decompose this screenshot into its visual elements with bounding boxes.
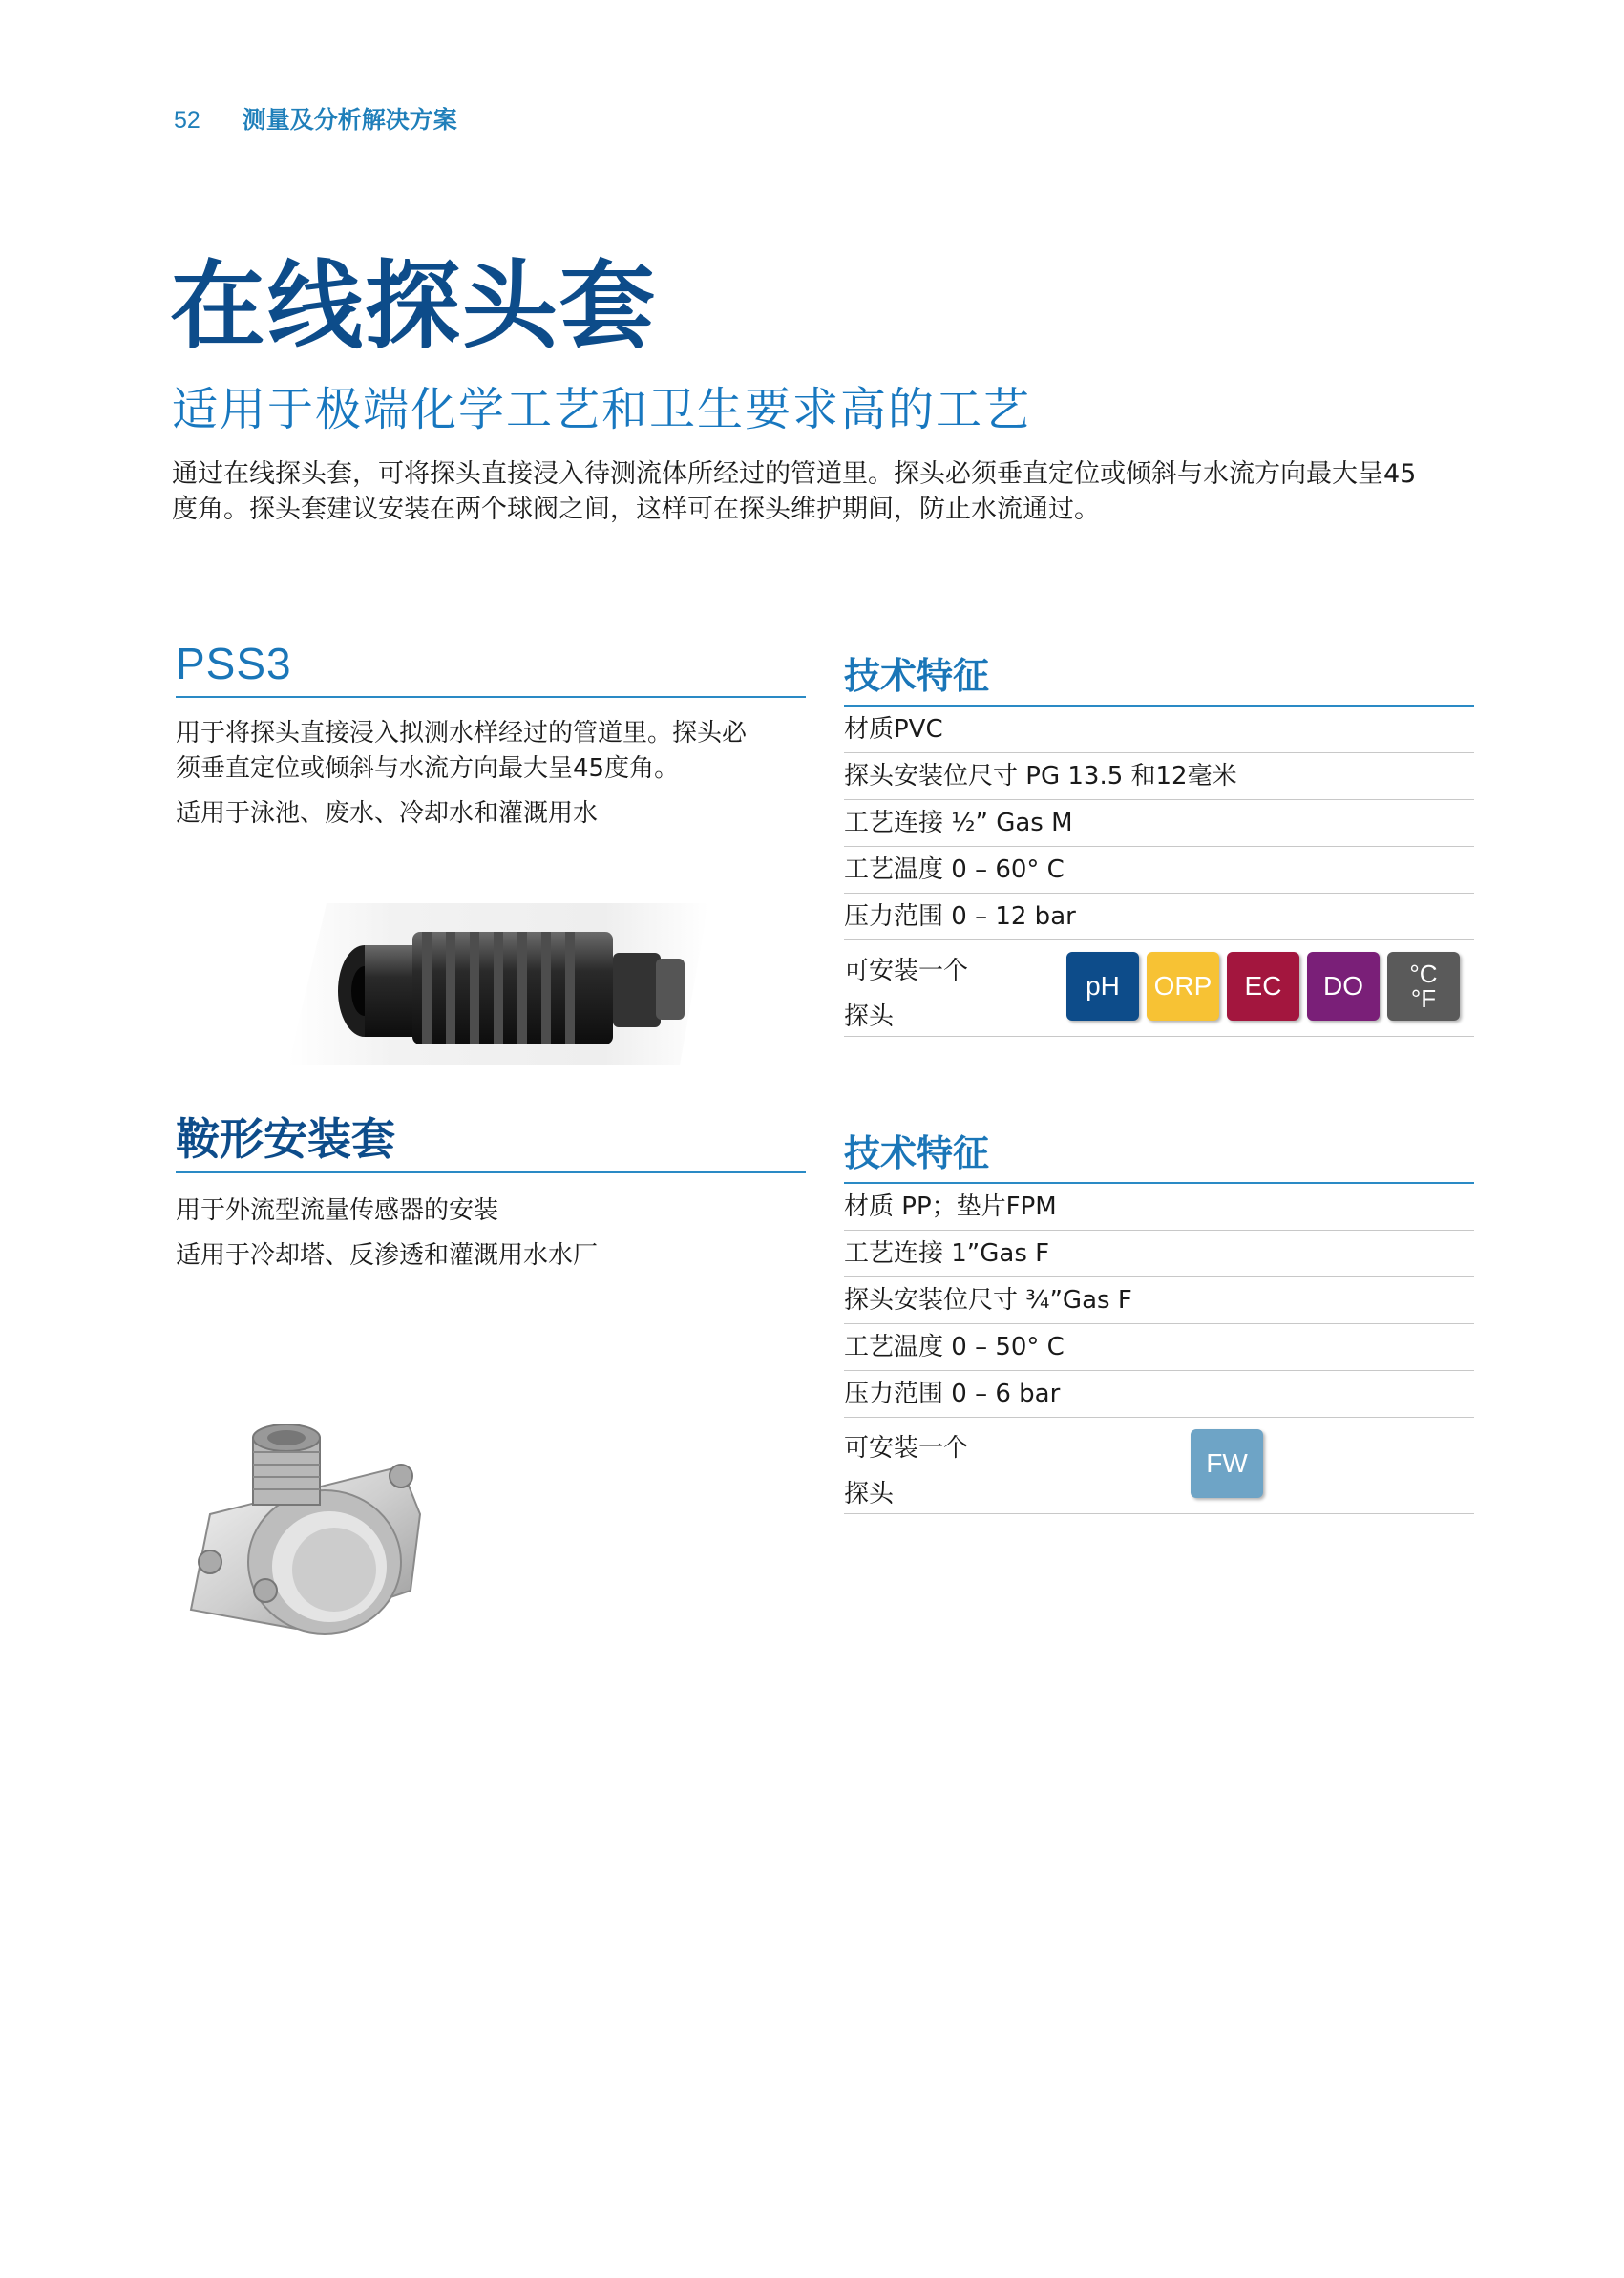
spec-panel-saddle xyxy=(844,1132,1474,1514)
spec-process-connection: 工艺连接 1”Gas F xyxy=(844,1231,1474,1277)
page-title: 在线探头套 xyxy=(170,250,657,362)
application-text: 适用于冷却塔、反渗透和灌溉用水水厂 xyxy=(176,1241,599,1270)
fahrenheit-label: °F xyxy=(1410,983,1437,1013)
do-badge: DO xyxy=(1307,952,1380,1021)
product-header-saddle xyxy=(176,1115,806,1173)
pss3-product-image xyxy=(269,903,708,1065)
spec-probe-compat xyxy=(844,1418,1474,1514)
section-title: 测量及分析解决方案 xyxy=(242,106,457,134)
page-number: 52 xyxy=(174,107,200,134)
product-header-pss3 xyxy=(176,640,806,698)
probe-badges xyxy=(1066,952,1460,1021)
spec-pressure-range: 压力范围 0 – 12 bar xyxy=(844,894,1474,940)
probe-label xyxy=(844,948,968,1040)
spec-probe-size: 探头安装位尺寸 PG 13.5 和12毫米 xyxy=(844,753,1474,800)
orp-badge: ORP xyxy=(1147,952,1219,1021)
running-header xyxy=(174,101,457,136)
intro-line-2: 度角。探头套建议安装在两个球阀之间，这样可在探头维护期间，防止水流通过。 xyxy=(172,495,1100,524)
spec-probe-compat xyxy=(844,940,1474,1037)
spec-title: 技术特征 xyxy=(844,1132,1474,1184)
spec-process-temperature: 工艺温度 0 – 50° C xyxy=(844,1324,1474,1371)
probe-badges xyxy=(1191,1429,1263,1498)
spec-title: 技术特征 xyxy=(844,655,1474,707)
intro-line-1: 通过在线探头套，可将探头直接浸入待测流体所经过的管道里。探头必须垂直定位或倾斜与水流方向最大呈45 xyxy=(172,459,1417,489)
page-subtitle: 适用于极端化学工艺和卫生要求高的工艺 xyxy=(172,383,1032,436)
application-text: 适用于泳池、废水、冷却水和灌溉用水 xyxy=(176,799,599,828)
ph-badge: pH xyxy=(1066,952,1139,1021)
ec-badge: EC xyxy=(1227,952,1299,1021)
temperature-badge xyxy=(1387,952,1460,1021)
description-line: 用于外流型流量传感器的安装 xyxy=(176,1196,499,1225)
spec-probe-size: 探头安装位尺寸 ¾”Gas F xyxy=(844,1277,1474,1324)
probe-label-line: 探头 xyxy=(844,1479,895,1508)
description-line: 须垂直定位或倾斜与水流方向最大呈45度角。 xyxy=(176,754,680,783)
product-name: PSS3 xyxy=(176,639,292,688)
spec-process-connection: 工艺连接 ½” Gas M xyxy=(844,800,1474,847)
product-name: 鞍形安装套 xyxy=(176,1113,395,1165)
intro-paragraph xyxy=(172,456,1470,527)
spec-material: 材质PVC xyxy=(844,707,1474,753)
probe-label-line: 可安装一个 xyxy=(844,1433,969,1463)
product-description-pss3 xyxy=(176,716,806,841)
spec-panel-pss3 xyxy=(844,655,1474,1037)
probe-label-line: 可安装一个 xyxy=(844,956,969,985)
fw-badge: FW xyxy=(1191,1429,1263,1498)
product-description-saddle xyxy=(176,1193,806,1283)
saddle-product-image xyxy=(181,1409,430,1657)
spec-material: 材质 PP；垫片FPM xyxy=(844,1184,1474,1231)
description-line: 用于将探头直接浸入拟测水样经过的管道里。探头必 xyxy=(176,719,748,748)
probe-label xyxy=(844,1425,968,1517)
celsius-label: °C xyxy=(1409,959,1438,988)
spec-process-temperature: 工艺温度 0 – 60° C xyxy=(844,847,1474,894)
spec-pressure-range: 压力范围 0 – 6 bar xyxy=(844,1371,1474,1418)
probe-label-line: 探头 xyxy=(844,1002,895,1031)
